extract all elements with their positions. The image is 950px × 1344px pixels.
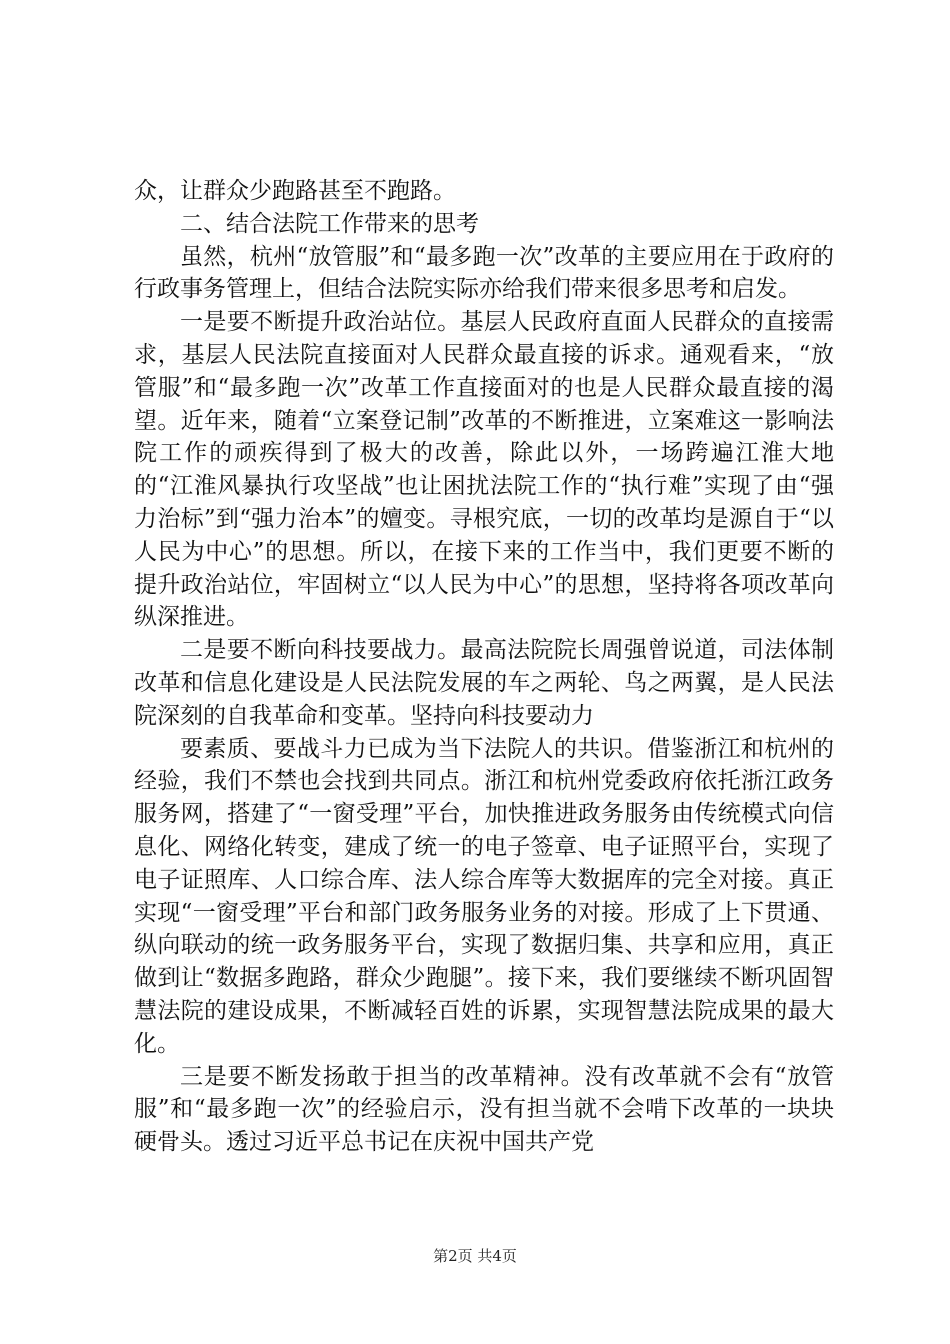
paragraph: 虽然，杭州“放管服”和“最多跑一次”改革的主要应用在于政府的行政事务管理上，但结合法院实际亦给我们带来很多思考和启发。: [134, 243, 834, 303]
paragraph: 一是要不断提升政治站位。基层人民政府直面人民群众的直接需求，基层人民法院直接面对人民群众最直接的诉求。通观看来，“放管服”和“最多跑一次”改革工作直接面对的也是人民群众最直接的渴望。近年来，随着“立案登记制”改革的不断推进，立案难这一影响法院工作的顽疾得到了极大的改善，除此以外，一场跨遍江淮大地的“江淮风暴执行攻坚战”也让困扰法院工作的“执行难”实现了由“强力治标”到“强力治本”的嬗变。寻根究底，一切的改革均是源自于“以人民为中心”的思想。所以，在接下来的工作当中，我们更要不断的提升政治站位，牢固树立“以人民为中心”的思想，坚持将各项改革向纵深推进。: [134, 309, 834, 631]
paragraph: 要素质、要战斗力已成为当下法院人的共识。借鉴浙江和杭州的经验，我们不禁也会找到共同点。浙江和杭州党委政府依托浙江政务服务网，搭建了“一窗受理”平台，加快推进政务服务由传统模式向信息化、网络化转变，建成了统一的电子签章、电子证照平台，实现了电子证照库、人口综合库、法人综合库等大数据库的完全对接。真正实现“一窗受理”平台和部门政务服务业务的对接。形成了上下贯通、纵向联动的统一政务服务平台，实现了数据归集、共享和应用，真正做到让“数据多跑路，群众少跑腿”。接下来，我们要继续不断巩固智慧法院的建设成果，不断减轻百姓的诉累，实现智慧法院成果的最大化。: [134, 735, 834, 1057]
paragraph: 二是要不断向科技要战力。最高法院院长周强曾说道，司法体制改革和信息化建设是人民法院发展的车之两轮、鸟之两翼，是人民法院深刻的自我革命和变革。坚持向科技要动力: [134, 637, 834, 729]
paragraph-continuation: 众，让群众少跑路甚至不跑路。: [134, 178, 456, 204]
paragraph: 三是要不断发扬敢于担当的改革精神。没有改革就不会有“放管服”和“最多跑一次”的经验启示，没有担当就不会啃下改革的一块块硬骨头。透过习近平总书记在庆祝中国共产党: [134, 1063, 834, 1156]
section-heading: 二、结合法院工作带来的思考: [180, 210, 479, 237]
document-body: [134, 175, 834, 1159]
page-footer: 第2页 共4页: [433, 1247, 517, 1265]
